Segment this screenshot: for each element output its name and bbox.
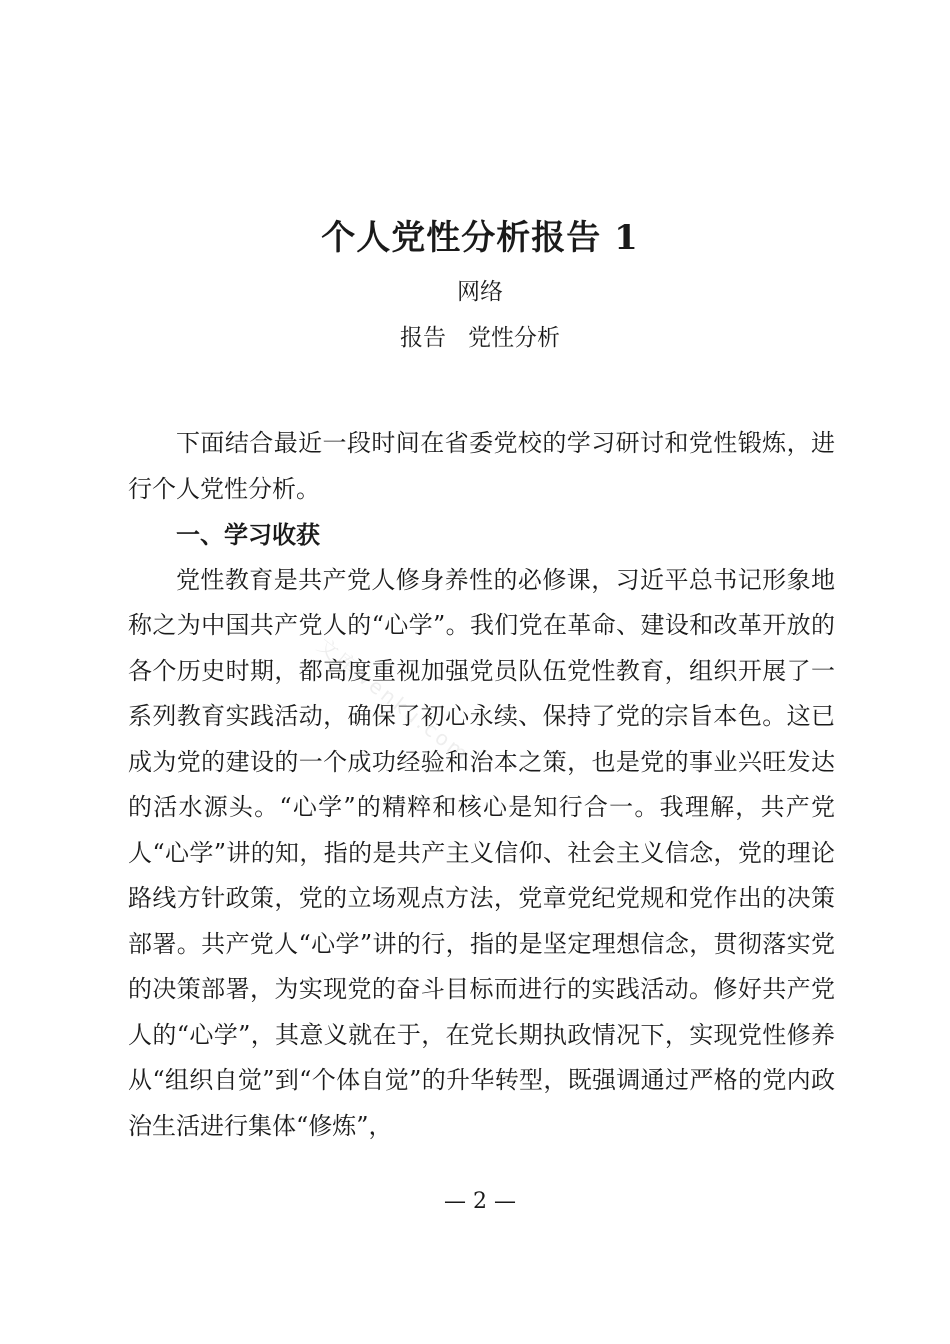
document-author: 网络 — [457, 279, 503, 305]
document-body — [128, 421, 835, 1149]
body-paragraph: 党性教育是共产党人修身养性的必修课，习近平总书记形象地称之为中国共产党人的“心学”。我们党在革命、建设和改革开放的各个历史时期，都高度重视加强党员队伍党性教育，组织开展了一系列教育实践活动，确保了初心永续、保持了党的宗旨本色。这已成为党的建设的一个成功经验和治本之策，也是党的事业兴旺发达的活水源头。“心学”的精粹和核心是知行合一。我理解，共产党人“心学”讲的知，指的是共产主义信仰、社会主义信念，党的理论路线方针政策，党的立场观点方法，党章党纪党规和党作出的决策部署。共产党人“心学”讲的行，指的是坚定理想信念，贯彻落实党的决策部署，为实现党的奋斗目标而进行的实践活动。修好共产党人的“心学”，其意义就在于，在党长期执政情况下，实现党性修养从“组织自觉”到“个体自觉”的升华转型，既强调通过严格的党内政治生活进行集体“修炼”， — [128, 565, 835, 1140]
document-keywords: 报告 党性分析 — [400, 325, 560, 351]
intro-paragraph: 下面结合最近一段时间在省委党校的学习研讨和党性锻炼，进行个人党性分析。 — [128, 429, 835, 503]
watermark: 文库wenku.com — [312, 633, 475, 768]
section-heading: 一、学习收获 — [176, 520, 320, 549]
document-title: 个人党性分析报告 1 — [321, 218, 639, 258]
page-number: — 2 — — [444, 1189, 516, 1214]
